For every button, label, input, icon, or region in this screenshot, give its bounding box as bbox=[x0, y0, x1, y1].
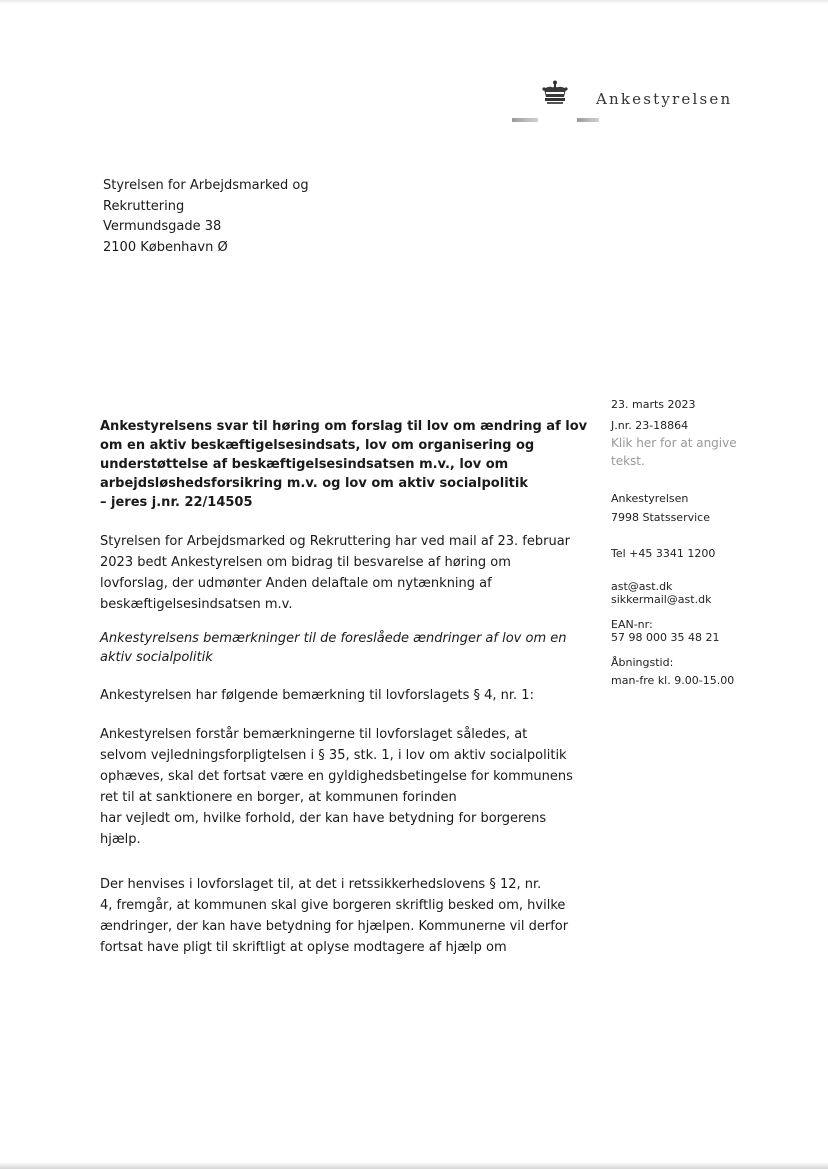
subject-line: Ankestyrelsens svar til høring om forslag til lov om ændring af lov bbox=[100, 419, 588, 434]
phone-number: Tel +45 3341 1200 bbox=[611, 547, 716, 560]
address-line: Vermundsgade 38 bbox=[103, 219, 222, 234]
paragraph-line: hjælp. bbox=[100, 832, 141, 847]
subject-line: – jeres j.nr. 22/14505 bbox=[100, 495, 253, 510]
paragraph-1 bbox=[100, 724, 590, 850]
placeholder-line: Klik her for at angive bbox=[611, 436, 737, 450]
logo-bar-right bbox=[577, 118, 599, 122]
heading-line: Ankestyrelsens bemærkninger til de foreslåede ændringer af lov om en bbox=[100, 631, 567, 646]
section-heading bbox=[100, 629, 590, 667]
paragraph-line: har vejledt om, hvilke forhold, der kan have betydning for borgerens bbox=[100, 811, 547, 826]
secure-email-link[interactable]: sikkermail@ast.dk bbox=[611, 593, 712, 606]
page-bottom-edge bbox=[0, 1162, 828, 1169]
organization-name: Ankestyrelsen bbox=[596, 90, 733, 108]
subject-line: om en aktiv beskæftigelsesindsats, lov om organisering og bbox=[100, 438, 535, 453]
sender-name: Ankestyrelsen bbox=[611, 492, 689, 505]
paragraph-line: 2023 bedt Ankestyrelsen om bidrag til besvarelse af høring om bbox=[100, 555, 511, 570]
placeholder-text-field[interactable] bbox=[611, 434, 737, 470]
ean-label: EAN-nr: bbox=[611, 618, 653, 631]
remark-intro bbox=[100, 685, 590, 706]
subject-line: understøttelse af beskæftigelsesindsatsen m.v., lov om bbox=[100, 457, 509, 472]
intro-paragraph bbox=[100, 531, 590, 615]
paragraph-line: 4, fremgår, at kommunen skal give borgeren skriftlig besked om, hvilke bbox=[100, 898, 566, 913]
paragraph-line: Ankestyrelsen har følgende bemærkning til lovforslagets § 4, nr. 1: bbox=[100, 688, 534, 703]
ean-value: 57 98 000 35 48 21 bbox=[611, 631, 720, 644]
address-line: 2100 København Ø bbox=[103, 239, 228, 255]
email-link[interactable]: ast@ast.dk bbox=[611, 580, 673, 593]
paragraph-line: ophæves, skal det fortsat være en gyldighedsbetingelse for kommunens bbox=[100, 769, 573, 784]
address-line: Rekruttering bbox=[103, 198, 185, 214]
paragraph-2 bbox=[100, 874, 590, 958]
paragraph-line: ændringer, der kan have betydning for hjælpen. Kommunerne vil derfor bbox=[100, 919, 569, 934]
paragraph-line: selvom vejledningsforpligtelsen i § 35, stk. 1, i lov om aktiv socialpolitik bbox=[100, 748, 567, 763]
logo-bar-left bbox=[512, 118, 538, 122]
paragraph-line: ret til at sanktionere en borger, at kommunen forinden bbox=[100, 790, 457, 805]
page-top-edge bbox=[0, 0, 828, 4]
journal-number: J.nr. 23-18864 bbox=[611, 419, 689, 432]
sender-address: 7998 Statsservice bbox=[611, 511, 710, 524]
paragraph-line: fortsat have pligt til skriftligt at oplyse modtagere af hjælp om bbox=[100, 940, 507, 955]
paragraph-line: Der henvises i lovforslaget til, at det i retssikkerhedslovens § 12, nr. bbox=[100, 877, 542, 892]
recipient-address bbox=[103, 176, 309, 258]
paragraph-line: lovforslag, der udmønter Anden delaftale om nytænkning af bbox=[100, 576, 492, 591]
heading-line: aktiv socialpolitik bbox=[100, 650, 213, 665]
paragraph-line: Ankestyrelsen forstår bemærkningerne til lovforslaget således, at bbox=[100, 727, 528, 742]
letter-date: 23. marts 2023 bbox=[611, 398, 696, 411]
paragraph-line: beskæftigelsesindsatsen m.v. bbox=[100, 597, 293, 612]
royal-crown-icon bbox=[541, 80, 569, 106]
paragraph-line: Styrelsen for Arbejdsmarked og Rekruttering har ved mail af 23. februar bbox=[100, 534, 571, 549]
opening-hours-value: man-fre kl. 9.00-15.00 bbox=[611, 674, 735, 687]
address-line: Styrelsen for Arbejdsmarked og bbox=[103, 178, 309, 193]
placeholder-line: tekst. bbox=[611, 454, 645, 468]
letter-subject bbox=[100, 417, 590, 512]
opening-hours-label: Åbningstid: bbox=[611, 656, 674, 669]
subject-line: arbejdsløshedsforsikring m.v. og lov om aktiv socialpolitik bbox=[100, 476, 528, 491]
